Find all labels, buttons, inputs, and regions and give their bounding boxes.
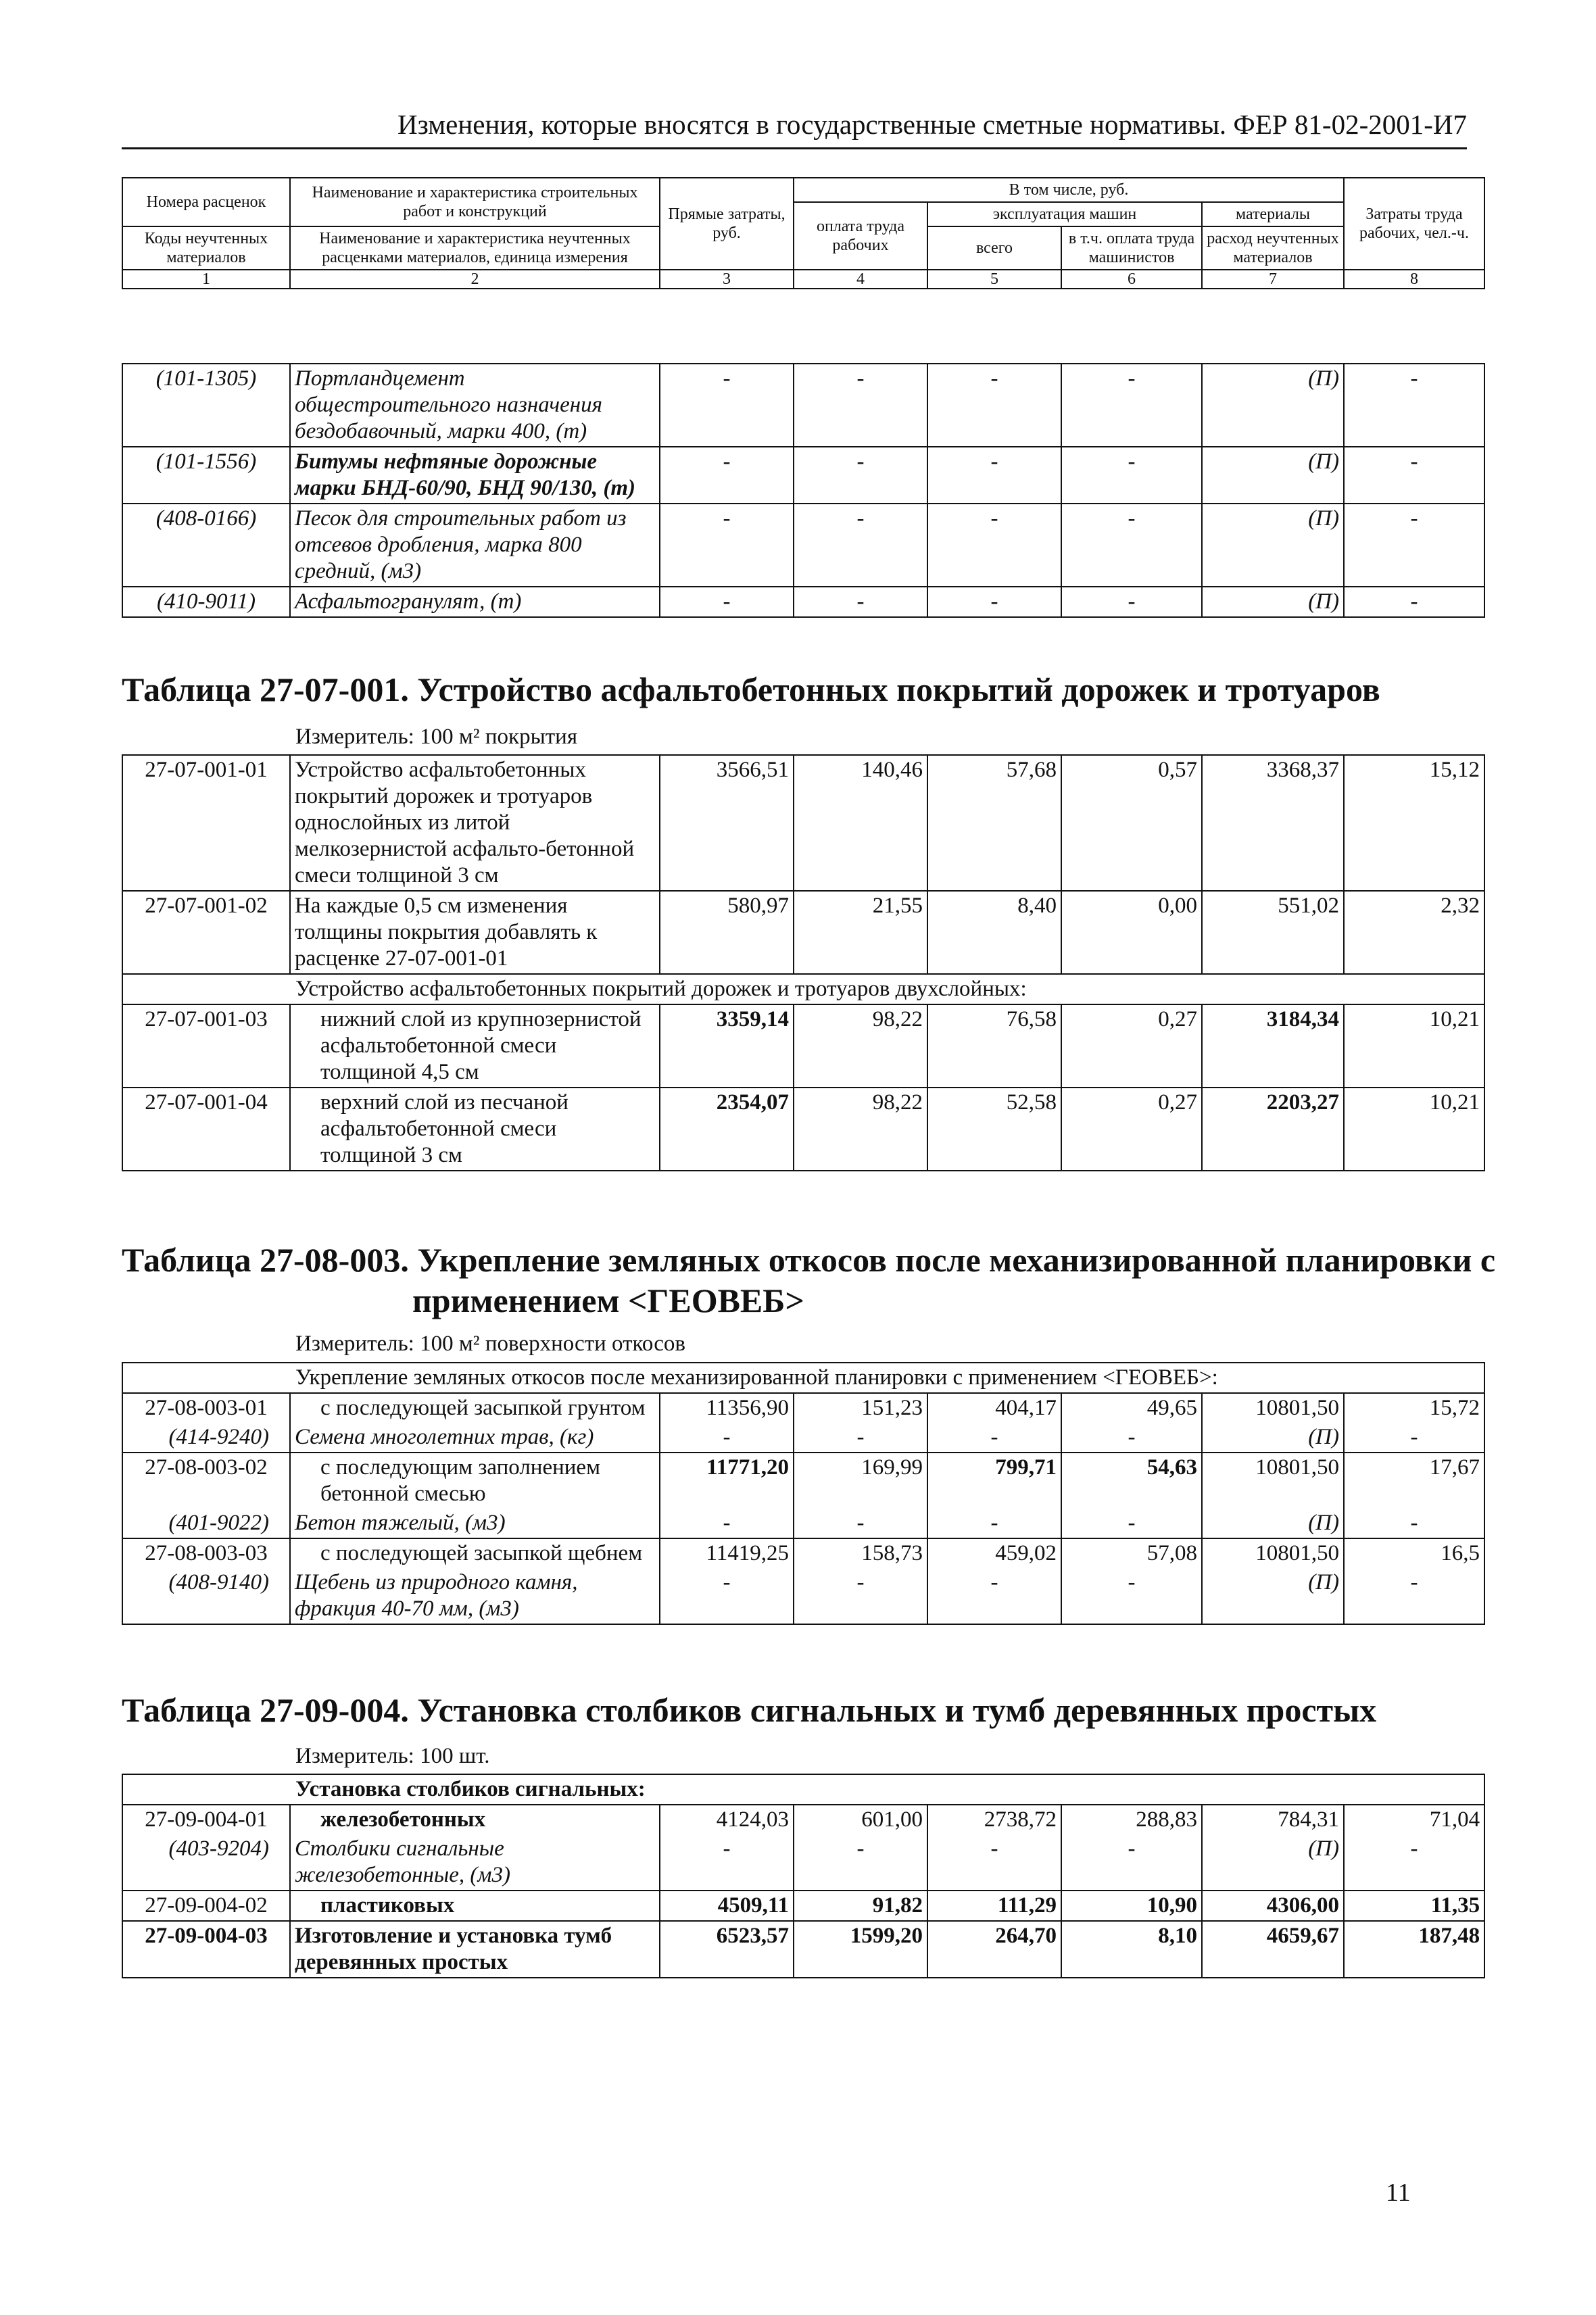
- cell: -: [660, 587, 794, 617]
- cell: -: [660, 364, 794, 447]
- cell: 2,32: [1344, 891, 1484, 974]
- cell: -: [927, 1834, 1061, 1891]
- cell: 10,90: [1061, 1891, 1202, 1921]
- exploitation-header: эксплуатация машин: [927, 202, 1202, 226]
- cell: -: [927, 504, 1061, 587]
- rates-table: [122, 1362, 1485, 1625]
- rates-table: [122, 754, 1485, 1171]
- cell: 17,67: [1344, 1453, 1484, 1509]
- cell: 0,57: [1061, 755, 1202, 891]
- table-row: [122, 891, 1484, 974]
- cell: -: [794, 1423, 927, 1453]
- cell: 2354,07: [660, 1088, 794, 1171]
- col5-header: всего: [927, 226, 1061, 270]
- cell: -: [1061, 1423, 1202, 1453]
- rate-code: 27-09-004-01: [122, 1805, 290, 1834]
- col1-header-top: Номера расценок: [122, 178, 290, 226]
- table-row: [122, 1891, 1484, 1921]
- cell: (П): [1202, 364, 1344, 447]
- table-row: [122, 1538, 1484, 1568]
- cell: -: [927, 447, 1061, 504]
- cell: (П): [1202, 447, 1344, 504]
- material-row: [122, 1423, 1484, 1453]
- material-name: Столбики сигнальные железобетонные, (м3): [290, 1834, 660, 1891]
- cell: 2738,72: [927, 1805, 1061, 1834]
- col3-header: Прямые затраты, руб.: [660, 178, 794, 270]
- cell: 3184,34: [1202, 1004, 1344, 1088]
- cell: -: [794, 504, 927, 587]
- cell: -: [660, 1509, 794, 1538]
- material-code: (408-0166): [122, 504, 290, 587]
- cell: 580,97: [660, 891, 794, 974]
- material-name: Щебень из природного камня, фракция 40-70 мм, (м3): [290, 1568, 660, 1624]
- cell: -: [794, 587, 927, 617]
- material-code: (403-9204): [122, 1834, 290, 1891]
- material-code: (408-9140): [122, 1568, 290, 1624]
- rate-name: Устройство асфальтобетонных покрытий дорожек и тротуаров однослойных из литой мелкозернистой асфальто-бетонной смеси толщиной 3 см: [290, 755, 660, 891]
- col6-header: в т.ч. оплата труда машинистов: [1061, 226, 1202, 270]
- cell: 11,35: [1344, 1891, 1484, 1921]
- rate-name: железобетонных: [290, 1805, 660, 1834]
- cell: 54,63: [1061, 1453, 1202, 1509]
- header-table: [122, 177, 1485, 289]
- table-row: [122, 1805, 1484, 1834]
- material-code: (101-1556): [122, 447, 290, 504]
- page-header: Изменения, которые вносятся в государственные сметные нормативы. ФЕР 81-02-2001-И7: [122, 108, 1467, 149]
- cell: (П): [1202, 1423, 1344, 1453]
- table-row: [122, 1453, 1484, 1509]
- cell: 288,83: [1061, 1805, 1202, 1834]
- table-row: [122, 1393, 1484, 1423]
- material-row: [122, 1568, 1484, 1624]
- rates-table: [122, 1774, 1485, 1978]
- cell: 799,71: [927, 1453, 1061, 1509]
- rate-code: 27-08-003-02: [122, 1453, 290, 1509]
- cell: 404,17: [927, 1393, 1061, 1423]
- material-name: Семена многолетних трав, (кг): [290, 1423, 660, 1453]
- rate-name: нижний слой из крупнозернистой асфальтобетонной смеси толщиной 4,5 см: [290, 1004, 660, 1088]
- col-num: 5: [927, 270, 1061, 289]
- rate-name: На каждые 0,5 см изменения толщины покрытия добавлять к расценке 27-07-001-01: [290, 891, 660, 974]
- cell: 551,02: [1202, 891, 1344, 974]
- cell: 91,82: [794, 1891, 927, 1921]
- rate-code: 27-07-001-04: [122, 1088, 290, 1171]
- cell: -: [794, 364, 927, 447]
- material-code: (401-9022): [122, 1509, 290, 1538]
- cell: -: [1061, 1509, 1202, 1538]
- table-row: [122, 587, 1484, 617]
- cell: 3359,14: [660, 1004, 794, 1088]
- col2-header-top: Наименование и характеристика строительных работ и конструкций: [290, 178, 660, 226]
- cell: 4509,11: [660, 1891, 794, 1921]
- table-title: Таблица 27-09-004. Установка столбиков сигнальных и тумб деревянных простых: [122, 1691, 1377, 1729]
- column-numbers-row: [122, 270, 1484, 289]
- rate-name: с последующей засыпкой грунтом: [290, 1393, 660, 1423]
- cell: 2203,27: [1202, 1088, 1344, 1171]
- cell: 10801,50: [1202, 1538, 1344, 1568]
- cell: 76,58: [927, 1004, 1061, 1088]
- rate-code: 27-07-001-01: [122, 755, 290, 891]
- group-label: Устройство асфальтобетонных покрытий дорожек и тротуаров двухслойных:: [122, 974, 1484, 1004]
- group-label: Укрепление земляных откосов после механизированной планировки с применением <ГЕОВЕБ>:: [122, 1363, 1484, 1393]
- table-row: [122, 364, 1484, 447]
- materials-header: материалы: [1202, 202, 1344, 226]
- cell: -: [1061, 364, 1202, 447]
- page-number: 11: [1386, 2178, 1411, 2207]
- rate-name: с последующим заполнением бетонной смесью: [290, 1453, 660, 1509]
- cell: 49,65: [1061, 1393, 1202, 1423]
- materials-top-table: [122, 363, 1485, 618]
- col-num: 7: [1202, 270, 1344, 289]
- col2-header-bottom: Наименование и характеристика неучтенных расценками материалов, единица измерения: [290, 226, 660, 270]
- cell: 98,22: [794, 1088, 927, 1171]
- cell: (П): [1202, 1509, 1344, 1538]
- material-name: Асфальтогранулят, (т): [290, 587, 660, 617]
- cell: -: [927, 364, 1061, 447]
- cell: 3368,37: [1202, 755, 1344, 891]
- group-header: В том числе, руб.: [794, 178, 1344, 202]
- group-row: [122, 1774, 1484, 1805]
- cell: 21,55: [794, 891, 927, 974]
- col-num: 8: [1344, 270, 1484, 289]
- cell: 264,70: [927, 1921, 1061, 1978]
- cell: -: [1344, 1834, 1484, 1891]
- cell: -: [660, 1568, 794, 1624]
- material-code: (101-1305): [122, 364, 290, 447]
- cell: 601,00: [794, 1805, 927, 1834]
- material-name: Бетон тяжелый, (м3): [290, 1509, 660, 1538]
- cell: -: [660, 1834, 794, 1891]
- cell: -: [1344, 1509, 1484, 1538]
- rate-code: 27-08-003-01: [122, 1393, 290, 1423]
- rate-name: верхний слой из песчаной асфальтобетонной смеси толщиной 3 см: [290, 1088, 660, 1171]
- rate-code: 27-07-001-02: [122, 891, 290, 974]
- cell: 4306,00: [1202, 1891, 1344, 1921]
- table-title: [122, 1240, 1495, 1321]
- table-title-line1: Таблица 27-08-003. Укрепление земляных откосов после механизированной планировки с: [122, 1241, 1496, 1279]
- cell: 71,04: [1344, 1805, 1484, 1834]
- material-name: Песок для строительных работ из отсевов дробления, марка 800 средний, (м3): [290, 504, 660, 587]
- table-title: Таблица 27-07-001. Устройство асфальтобетонных покрытий дорожек и тротуаров: [122, 671, 1380, 708]
- material-code: (414-9240): [122, 1423, 290, 1453]
- cell: -: [1061, 447, 1202, 504]
- cell: 4659,67: [1202, 1921, 1344, 1978]
- material-name: Портландцемент общестроительного назначения бездобавочный, марки 400, (т): [290, 364, 660, 447]
- col-num: 6: [1061, 270, 1202, 289]
- cell: 169,99: [794, 1453, 927, 1509]
- table-row: [122, 1921, 1484, 1978]
- cell: 459,02: [927, 1538, 1061, 1568]
- col-num: 1: [122, 270, 290, 289]
- material-name: Битумы нефтяные дорожные марки БНД-60/90, БНД 90/130, (т): [290, 447, 660, 504]
- group-row: [122, 974, 1484, 1004]
- rate-code: 27-09-004-02: [122, 1891, 290, 1921]
- cell: -: [1344, 504, 1484, 587]
- cell: -: [660, 1423, 794, 1453]
- cell: (П): [1202, 1834, 1344, 1891]
- cell: 1599,20: [794, 1921, 927, 1978]
- table-title-line2: применением <ГЕОВЕБ>: [412, 1282, 804, 1319]
- material-code: (410-9011): [122, 587, 290, 617]
- measure-unit: Измеритель: 100 м² поверхности откосов: [295, 1332, 685, 1356]
- cell: 8,40: [927, 891, 1061, 974]
- cell: 16,5: [1344, 1538, 1484, 1568]
- cell: -: [794, 1509, 927, 1538]
- group-label: Установка столбиков сигнальных:: [122, 1774, 1484, 1805]
- cell: (П): [1202, 587, 1344, 617]
- col4-header: оплата труда рабочих: [794, 202, 927, 270]
- table-row: [122, 1004, 1484, 1088]
- group-row: [122, 1363, 1484, 1393]
- cell: (П): [1202, 504, 1344, 587]
- cell: -: [1344, 587, 1484, 617]
- cell: 140,46: [794, 755, 927, 891]
- cell: 0,27: [1061, 1088, 1202, 1171]
- cell: 6523,57: [660, 1921, 794, 1978]
- cell: -: [1061, 504, 1202, 587]
- cell: 10801,50: [1202, 1453, 1344, 1509]
- rate-code: 27-08-003-03: [122, 1538, 290, 1568]
- cell: 0,27: [1061, 1004, 1202, 1088]
- col1-header-bottom: Коды неучтенных материалов: [122, 226, 290, 270]
- cell: 0,00: [1061, 891, 1202, 974]
- cell: 4124,03: [660, 1805, 794, 1834]
- cell: 10801,50: [1202, 1393, 1344, 1423]
- cell: -: [794, 1568, 927, 1624]
- cell: 3566,51: [660, 755, 794, 891]
- measure-unit: Измеритель: 100 м² покрытия: [295, 725, 577, 749]
- cell: 111,29: [927, 1891, 1061, 1921]
- rate-name: пластиковых: [290, 1891, 660, 1921]
- cell: 57,68: [927, 755, 1061, 891]
- cell: 57,08: [1061, 1538, 1202, 1568]
- col-num: 2: [290, 270, 660, 289]
- cell: 187,48: [1344, 1921, 1484, 1978]
- material-row: [122, 1509, 1484, 1538]
- col7-header: расход неучтенных материалов: [1202, 226, 1344, 270]
- cell: -: [794, 447, 927, 504]
- rate-name: Изготовление и установка тумб деревянных простых: [290, 1921, 660, 1978]
- cell: 98,22: [794, 1004, 927, 1088]
- cell: -: [1344, 447, 1484, 504]
- cell: 15,72: [1344, 1393, 1484, 1423]
- col8-header: Затраты труда рабочих, чел.-ч.: [1344, 178, 1484, 270]
- cell: 10,21: [1344, 1004, 1484, 1088]
- cell: -: [1344, 364, 1484, 447]
- cell: -: [1344, 1423, 1484, 1453]
- cell: -: [1061, 1834, 1202, 1891]
- cell: -: [927, 1423, 1061, 1453]
- rate-code: 27-09-004-03: [122, 1921, 290, 1978]
- cell: 11419,25: [660, 1538, 794, 1568]
- table-row: [122, 1088, 1484, 1171]
- cell: 158,73: [794, 1538, 927, 1568]
- cell: -: [660, 504, 794, 587]
- rate-name: с последующей засыпкой щебнем: [290, 1538, 660, 1568]
- cell: 15,12: [1344, 755, 1484, 891]
- measure-unit: Измеритель: 100 шт.: [295, 1744, 490, 1768]
- rate-code: 27-07-001-03: [122, 1004, 290, 1088]
- cell: 10,21: [1344, 1088, 1484, 1171]
- table-row: [122, 504, 1484, 587]
- cell: 8,10: [1061, 1921, 1202, 1978]
- cell: 151,23: [794, 1393, 927, 1423]
- cell: -: [927, 1568, 1061, 1624]
- col-num: 3: [660, 270, 794, 289]
- material-row: [122, 1834, 1484, 1891]
- cell: -: [927, 587, 1061, 617]
- cell: 52,58: [927, 1088, 1061, 1171]
- cell: -: [1344, 1568, 1484, 1624]
- cell: -: [1061, 587, 1202, 617]
- cell: 784,31: [1202, 1805, 1344, 1834]
- cell: 11771,20: [660, 1453, 794, 1509]
- cell: 11356,90: [660, 1393, 794, 1423]
- cell: -: [794, 1834, 927, 1891]
- cell: -: [927, 1509, 1061, 1538]
- cell: -: [660, 447, 794, 504]
- cell: -: [1061, 1568, 1202, 1624]
- col-num: 4: [794, 270, 927, 289]
- table-row: [122, 447, 1484, 504]
- cell: (П): [1202, 1568, 1344, 1624]
- table-row: [122, 755, 1484, 891]
